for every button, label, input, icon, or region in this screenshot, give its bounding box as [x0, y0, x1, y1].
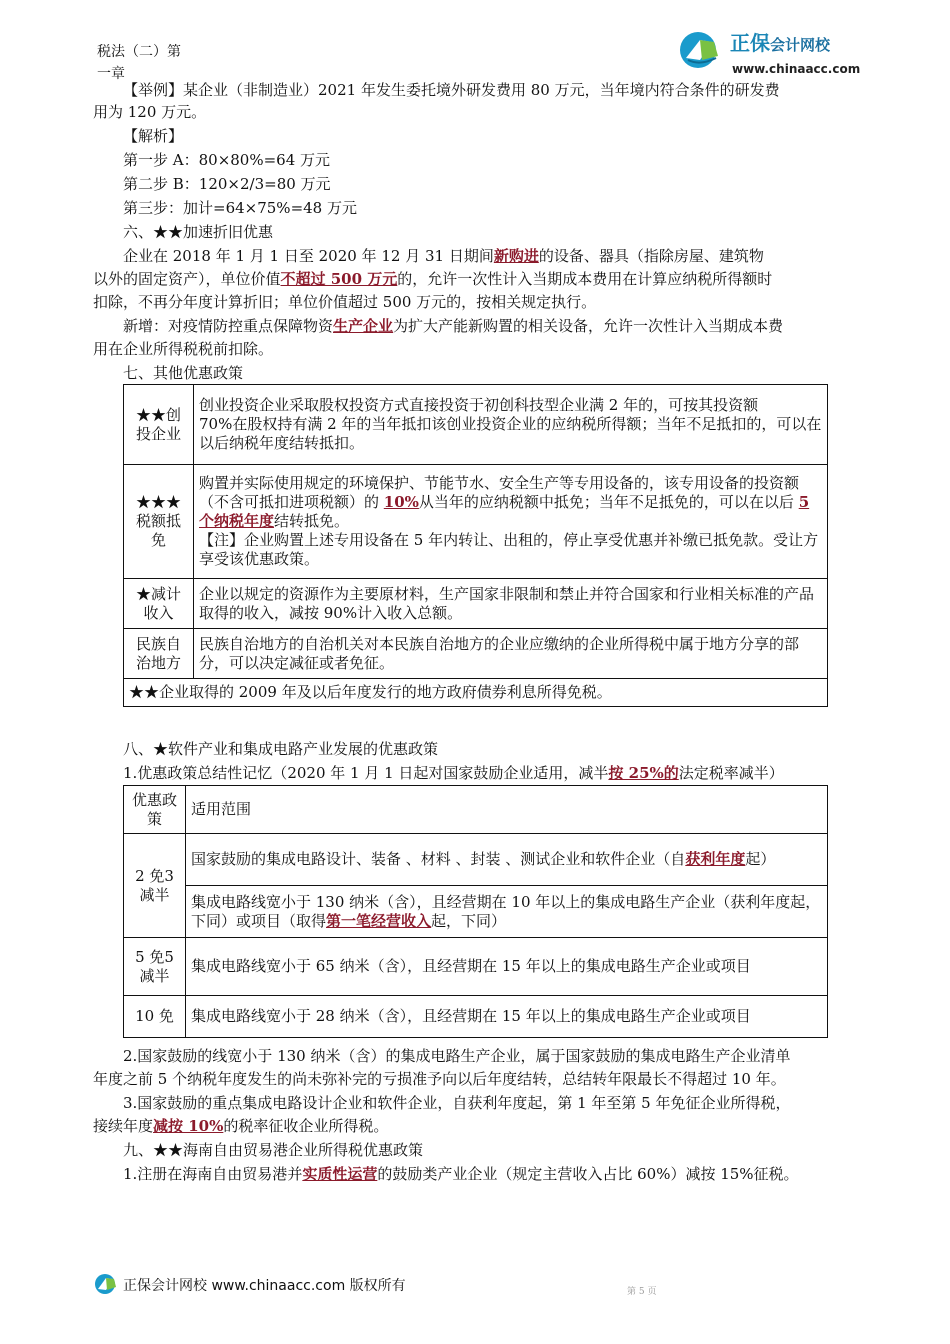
row-label: ★★★税额抵免: [124, 465, 194, 579]
step-1: 第一步 A：80×80%=64 万元: [123, 151, 331, 169]
logo-url: www.chinaacc.com: [732, 62, 861, 76]
table-row: [124, 996, 828, 1038]
row-label: ★★创投企业: [124, 385, 194, 465]
table-row: [124, 385, 828, 465]
section-6-line-3: 扣除，不再分年度计算折旧；单位价值超过 500 万元的，按相关规定执行。: [93, 293, 597, 311]
section-8-p3-line-1: 3.国家鼓励的重点集成电路设计企业和软件企业，自获利年度起，第 1 年至第 5 年免征企业所得税，: [123, 1094, 791, 1112]
section-8-title: 八、★软件产业和集成电路产业发展的优惠政策: [123, 740, 439, 758]
brand-logo: [678, 28, 878, 76]
row-content: 企业以规定的资源作为主要原材料，生产国家非限制和禁止并符合国家和行业相关标准的产品取得的收入，减按 90%计入收入总额。: [194, 579, 828, 629]
section-6-line-4: 新增：对疫情防控重点保障物资生产企业为扩大产能新购置的相关设备，允许一次性计入当期成本费: [123, 317, 784, 335]
logo-mark-icon: [678, 30, 724, 70]
other-policies-table: [123, 384, 828, 707]
col-header-policy: 优惠政策: [124, 786, 186, 834]
row-content: 国家鼓励的集成电路设计、装备 、材料 、封装 、测试企业和软件企业（自获利年度起）: [186, 834, 828, 886]
section-9-title: 九、★★海南自由贸易港企业所得税优惠政策: [123, 1141, 424, 1159]
row-label: 5 免5 减半: [124, 938, 186, 996]
table-row: [124, 886, 828, 938]
table-row: [124, 579, 828, 629]
footer-logo-icon: [93, 1272, 119, 1296]
section-6-line-1: 企业在 2018 年 1 月 1 日至 2020 年 12 月 31 日期间新购进的设备、器具（指除房屋、建筑物: [123, 247, 764, 265]
section-6-title: 六、★★加速折旧优惠: [123, 223, 274, 241]
table-row: [124, 629, 828, 679]
row-content: 创业投资企业采取股权投资方式直接投资于初创科技型企业满 2 年的，可按其投资额 70%在股权持有满 2 年的当年抵扣该创业投资企业的应纳税所得额；当年不足抵扣的，可以在以后纳税年度结转抵扣。: [194, 385, 828, 465]
page-number: 第 5 页: [627, 1287, 657, 1297]
row-content: 民族自治地方的自治机关对本民族自治地方的企业应缴纳的企业所得税中属于地方分享的部分，可以决定减征或者免征。: [194, 629, 828, 679]
table-row: [124, 938, 828, 996]
analysis-label: 【解析】: [123, 127, 184, 145]
row-content: 集成电路线宽小于 28 纳米（含），且经营期在 15 年以上的集成电路生产企业或项目: [186, 996, 828, 1038]
footer-text: 正保会计网校 www.chinaacc.com 版权所有: [123, 1278, 406, 1294]
row-content: ★★企业取得的 2009 年及以后年度发行的地方政府债券利息所得免税。: [124, 679, 828, 707]
table-row: [124, 465, 828, 579]
example-line-1: 【举例】某企业（非制造业）2021 年发生委托境外研发费用 80 万元，当年境内符合条件的研发费: [123, 81, 780, 99]
row-content: 购置并实际使用规定的环境保护、节能节水、安全生产等专用设备的，该专用设备的投资额（不含可抵扣进项税额）的 10%从当年的应纳税额中抵免；当年不足抵免的，可以在以后 5 个纳税年度结转抵免。 【注】企业购置上述专用设备在 5 年内转让、出租的，停止享受优惠并补缴已抵免款。受让方享受该优惠政策。: [194, 465, 828, 579]
step-3: 第三步：加计=64×75%=48 万元: [123, 199, 357, 217]
ic-policy-table: [123, 785, 828, 1038]
row-content: 集成电路线宽小于 65 纳米（含），且经营期在 15 年以上的集成电路生产企业或项目: [186, 938, 828, 996]
row-label: 10 免: [124, 996, 186, 1038]
section-8-p2-line-2: 年度之前 5 个纳税年度发生的尚未弥补完的亏损准予向以后年度结转，总结转年限最长不得超过 10 年。: [93, 1070, 786, 1088]
section-8-intro: 1.优惠政策总结性记忆（2020 年 1 月 1 日起对国家鼓励企业适用，减半按 25%的法定税率减半）: [123, 764, 784, 782]
col-header-scope: 适用范围: [186, 786, 828, 834]
section-8-p3-line-2: 接续年度减按 10%的税率征收企业所得税。: [93, 1117, 389, 1135]
row-label: ★减计收入: [124, 579, 194, 629]
section-7-title: 七、其他优惠政策: [123, 364, 244, 382]
step-2: 第二步 B：120×2/3=80 万元: [123, 175, 331, 193]
row-label: 2 免3 减半: [124, 834, 186, 938]
section-6-line-2: 以外的固定资产），单位价值不超过 500 万元的，允许一次性计入当期成本费用在计算应纳税所得额时: [93, 270, 773, 288]
section-8-p2-line-1: 2.国家鼓励的线宽小于 130 纳米（含）的集成电路生产企业，属于国家鼓励的集成电路生产企业清单: [123, 1047, 791, 1065]
logo-text: 正保会计网校: [730, 31, 831, 55]
table-header-row: [124, 786, 828, 834]
section-6-line-5: 用在企业所得税税前扣除。: [93, 340, 274, 358]
cropped-header-text: 税法（二）第一章: [97, 44, 181, 82]
row-content: 集成电路线宽小于 130 纳米（含），且经营期在 10 年以上的集成电路生产企业（获利年度起，下同）或项目（取得第一笔经营收入起，下同）: [186, 886, 828, 938]
table-row: [124, 679, 828, 707]
example-line-2: 用为 120 万元。: [93, 103, 207, 121]
section-9-line-1: 1.注册在海南自由贸易港并实质性运营的鼓励类产业企业（规定主营收入占比 60%）减按 15%征税。: [123, 1165, 799, 1183]
row-label: 民族自治地方: [124, 629, 194, 679]
table-row: [124, 834, 828, 886]
